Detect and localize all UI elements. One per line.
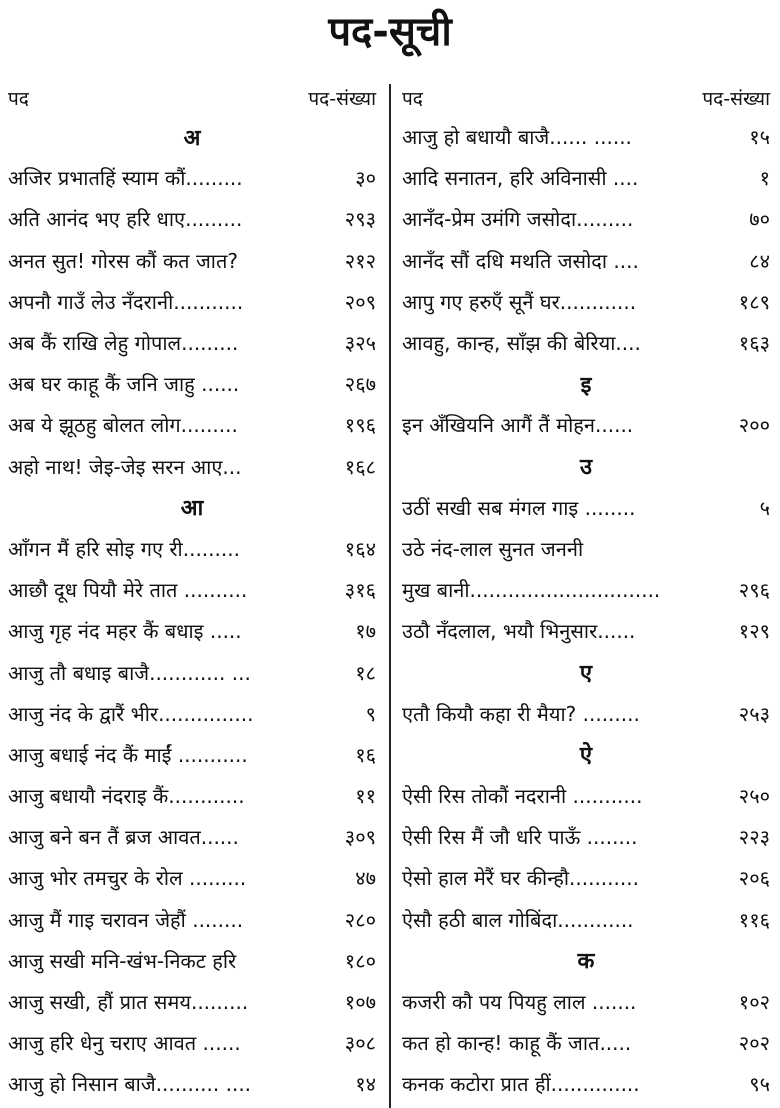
header-pad-number: पद-संख्या — [308, 88, 376, 110]
entry-number: ३२५ — [344, 331, 376, 356]
entry-title: ऐसी रिस मैं जौ धरि पाऊँ ........ — [402, 825, 638, 850]
index-entry — [8, 528, 376, 569]
entry-title: ऐसी रिस तोकौं नदरानी ........... — [402, 784, 643, 809]
entry-title: एतौ कियौ कहा री मैया? ......... — [402, 701, 640, 726]
entry-number: १०२ — [738, 990, 770, 1015]
entry-number: २०६ — [738, 866, 770, 891]
entry-title: अब कैं राखि लेहु गोपाल......... — [8, 331, 239, 356]
entry-title: मुख बानी.............................. — [402, 578, 661, 603]
header-pad-number: पद-संख्या — [702, 88, 770, 110]
index-entry — [8, 940, 376, 981]
index-entry — [402, 569, 770, 610]
entry-number: ९ — [365, 701, 376, 726]
index-entry — [8, 857, 376, 898]
index-entry — [402, 899, 770, 940]
index-entry — [8, 404, 376, 445]
header-pad: पद — [402, 88, 423, 110]
section-letter-heading: ऐ — [579, 743, 593, 769]
page-title: पद-सूची — [328, 9, 452, 55]
entry-title: आनँद सौं दधि मथति जसोदा .... — [402, 248, 639, 273]
section-letter-heading: क — [577, 949, 595, 975]
entry-title: कत हो कान्ह! काहू कैं जात..... — [402, 1031, 632, 1056]
entry-number: ३० — [355, 166, 376, 191]
index-entry — [8, 693, 376, 734]
entry-title: अति आनंद भए हरि धाए......... — [8, 207, 243, 232]
entry-title: आजु मैं गाइ चरावन जेहौं ........ — [8, 907, 244, 932]
entry-number: २६७ — [344, 372, 376, 397]
entry-title: आजु तौ बधाइ बाजै............ ... — [8, 660, 251, 685]
index-entry — [8, 322, 376, 363]
entry-title: आजु भोर तमचुर के रोल ......... — [8, 866, 247, 891]
index-entry — [8, 1022, 376, 1063]
index-entry — [402, 281, 770, 322]
index-entry — [402, 528, 770, 569]
entry-title: उठौ नँदलाल, भयौ भिनुसार...... — [402, 619, 636, 644]
entry-number: १४ — [355, 1072, 376, 1097]
index-entry — [402, 1022, 770, 1063]
section-letter-heading: उ — [579, 455, 593, 481]
index-column-left — [8, 82, 376, 1105]
entry-number: ४७ — [355, 866, 376, 891]
entry-number: २२३ — [738, 825, 770, 850]
column-header — [402, 82, 770, 116]
entry-number: १६४ — [344, 536, 376, 561]
index-entry — [8, 157, 376, 198]
index-entry — [402, 322, 770, 363]
entry-title: अहो नाथ! जेइ-जेइ सरन आए... — [8, 454, 242, 479]
index-entry — [402, 240, 770, 281]
index-entry — [402, 157, 770, 198]
index-rows — [8, 116, 376, 1105]
entry-number: १८० — [344, 948, 376, 973]
entry-number: ८४ — [749, 248, 770, 273]
entry-title: उठीं सखी सब मंगल गाइ ........ — [402, 495, 636, 520]
entry-number: २८० — [344, 907, 376, 932]
entry-number: ७० — [749, 207, 770, 232]
entry-number: १५ — [749, 125, 770, 150]
entry-title: आजु नंद के द्वारैं भीर............... — [8, 701, 254, 726]
index-entry — [402, 404, 770, 445]
entry-number: १ — [759, 166, 770, 191]
entry-number: १६८ — [344, 454, 376, 479]
entry-number: १८ — [355, 660, 376, 685]
entry-title: आनँद-प्रेम उमंगि जसोदा......... — [402, 207, 634, 232]
entry-title: ऐसौ हठी बाल गोबिंदा............ — [402, 907, 634, 932]
entry-number: ५ — [759, 495, 770, 520]
entry-number: १२९ — [738, 619, 770, 644]
index-entry — [402, 816, 770, 857]
index-entry — [8, 734, 376, 775]
section-letter-heading: इ — [580, 372, 592, 398]
entry-title: आजु हो निसान बाजै.......... .... — [8, 1072, 252, 1097]
index-entry — [402, 1063, 770, 1104]
index-entry — [8, 569, 376, 610]
header-pad: पद — [8, 88, 29, 110]
entry-number: १७ — [355, 619, 376, 644]
index-entry — [402, 198, 770, 239]
entry-title: अनत सुत! गोरस कौं कत जात? — [8, 248, 238, 273]
entry-number: २०९ — [344, 289, 376, 314]
entry-number: ९५ — [749, 1072, 770, 1097]
index-entry — [402, 857, 770, 898]
entry-title: अब ये झूठहु बोलत लोग......... — [8, 413, 238, 438]
entry-number: १६३ — [738, 331, 770, 356]
index-entry — [402, 116, 770, 157]
index-entry — [8, 446, 376, 487]
entry-number: १६ — [355, 742, 376, 767]
section-letter-heading: आ — [180, 496, 204, 522]
entry-number: १८९ — [738, 289, 770, 314]
entry-number: ११ — [355, 784, 376, 809]
index-entry — [8, 281, 376, 322]
entry-title: आपु गए हरुएँ सूनैं घर............ — [402, 289, 637, 314]
entry-title: आछौ दूध पियौ मेरे तात .......... — [8, 578, 248, 603]
entry-number: २९३ — [344, 207, 376, 232]
entry-number: ३१६ — [344, 578, 376, 603]
index-entry — [8, 363, 376, 404]
index-entry — [8, 198, 376, 239]
entry-number: २०० — [738, 413, 770, 438]
entry-title: कजरी कौ पय पियहु लाल ....... — [402, 990, 637, 1015]
entry-title: कनक कटोरा प्रात हीं.............. — [402, 1072, 640, 1097]
entry-title: आजु गृह नंद महर कैं बधाइ ..... — [8, 619, 242, 644]
entry-title: आजु बने बन तैं ब्रज आवत...... — [8, 825, 239, 850]
entry-title: आजु बधायौ नंदराइ कैं............ — [8, 784, 245, 809]
entry-number: २५० — [738, 784, 770, 809]
entry-number: ११६ — [738, 907, 770, 932]
entry-title: अपनौ गाउँ लेउ नँदरानी........... — [8, 289, 244, 314]
index-entry — [402, 693, 770, 734]
index-entry — [8, 240, 376, 281]
entry-title: आजु हो बधायौ बाजै...... ...... — [402, 125, 632, 150]
index-entry — [8, 610, 376, 651]
entry-title: आजु बधाई नंद कैं माईं ........... — [8, 742, 248, 767]
entry-number: १०७ — [344, 990, 376, 1015]
index-entry — [402, 981, 770, 1022]
index-entry — [8, 981, 376, 1022]
entry-title: इन अँखियनि आगैं तैं मोहन...... — [402, 413, 634, 438]
index-entry — [402, 610, 770, 651]
index-entry — [402, 775, 770, 816]
entry-title: आवहु, कान्ह, साँझ की बेरिया.... — [402, 331, 641, 356]
entry-number: ३०८ — [344, 1031, 376, 1056]
column-header — [8, 82, 376, 116]
index-entry — [402, 487, 770, 528]
entry-number: २१२ — [344, 248, 376, 273]
entry-number: १९६ — [344, 413, 376, 438]
entry-title: अजिर प्रभातहिं स्याम कौं......... — [8, 166, 243, 191]
index-entry — [8, 899, 376, 940]
entry-title: आदि सनातन, हरि अविनासी .... — [402, 166, 639, 191]
entry-title: आजु सखी, हौं प्रात समय......... — [8, 990, 249, 1015]
entry-title: आजु सखी मनि-खंभ-निकट हरि — [8, 948, 237, 973]
index-rows — [402, 116, 770, 1105]
entry-number: २९६ — [738, 578, 770, 603]
section-letter-heading: ए — [579, 661, 593, 687]
entry-title: आँगन मैं हरि सोइ गए री......... — [8, 536, 240, 561]
entry-title: अब घर काहू कैं जनि जाहु ...... — [8, 372, 240, 397]
index-entry — [8, 651, 376, 692]
entry-title: आजु हरि धेनु चराए आवत ...... — [8, 1031, 241, 1056]
index-column-right — [402, 82, 770, 1105]
entry-title: उठे नंद-लाल सुनत जननी — [402, 536, 584, 561]
entry-number: २०२ — [738, 1031, 770, 1056]
index-entry — [8, 775, 376, 816]
index-entry — [8, 1063, 376, 1104]
entry-title: ऐसो हाल मेरैं घर कीन्हौ........... — [402, 866, 639, 891]
entry-number: ३०९ — [344, 825, 376, 850]
entry-number: २५३ — [738, 701, 770, 726]
section-letter-heading: अ — [183, 125, 201, 151]
index-entry — [8, 816, 376, 857]
column-divider — [389, 84, 391, 1108]
